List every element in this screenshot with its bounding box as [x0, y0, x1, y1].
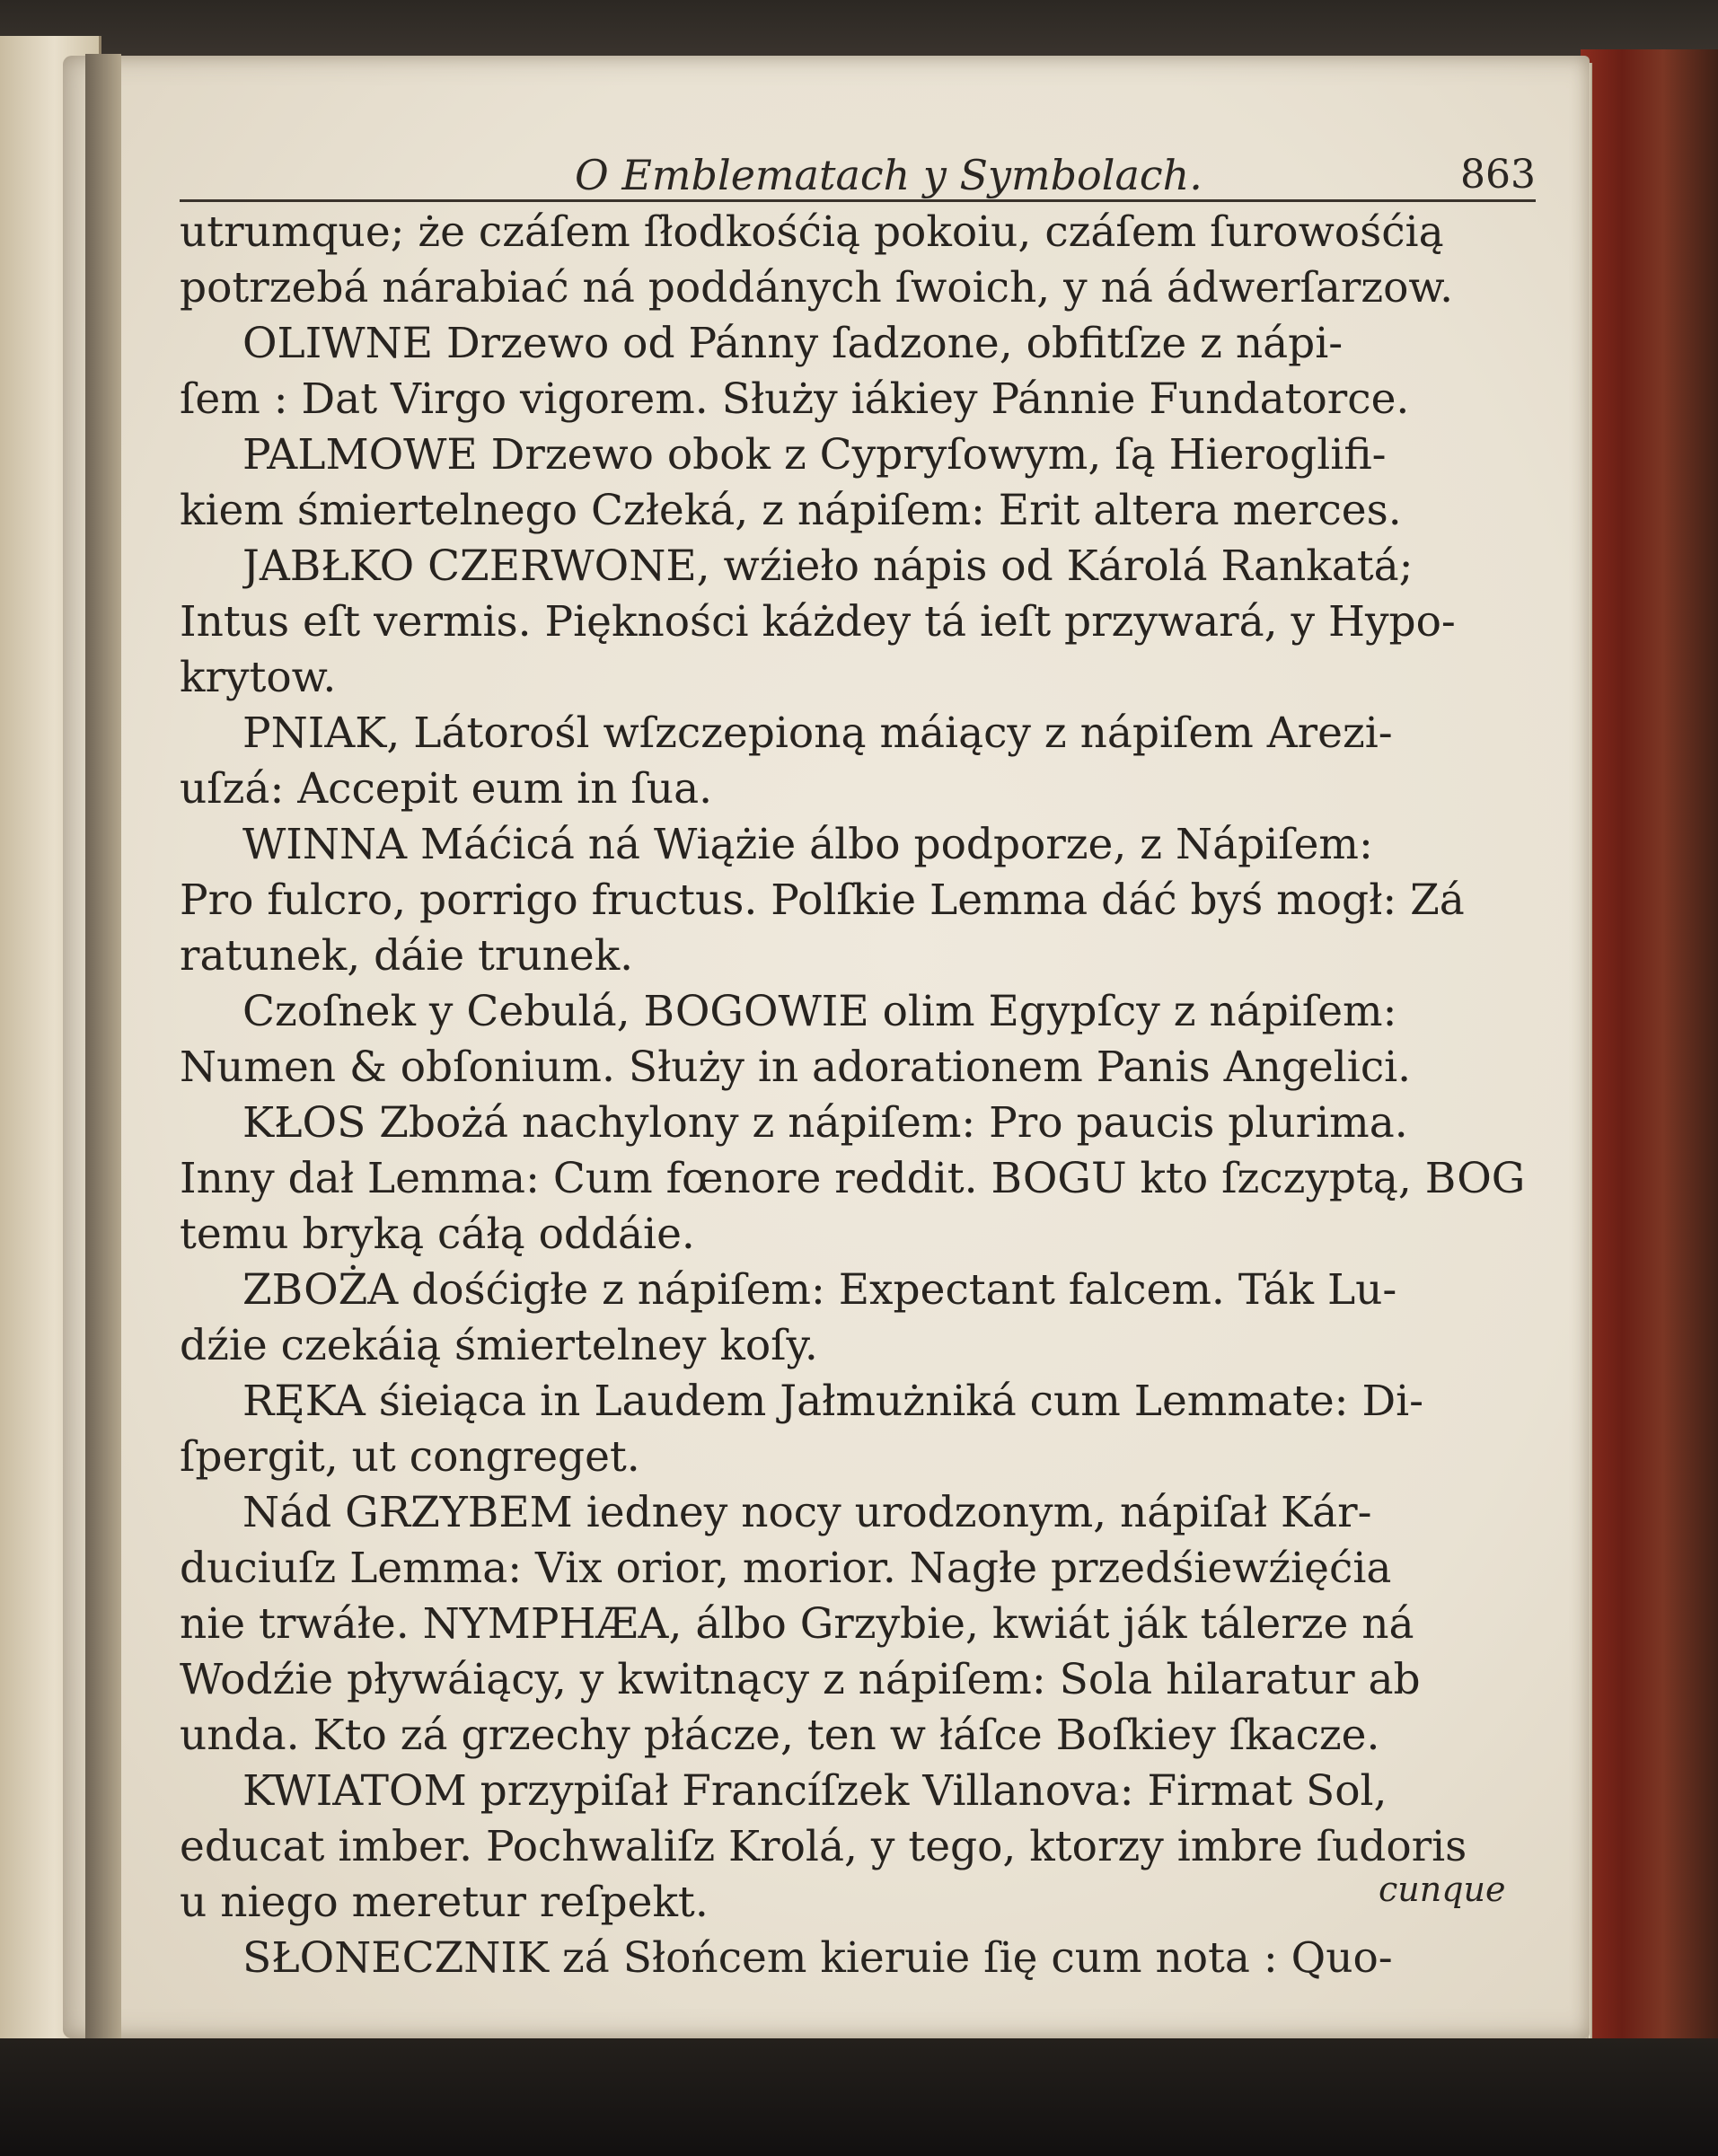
- text-line: temu bryką cáłą oddáie.: [180, 1210, 695, 1259]
- text-line: Intus eſt vermis. Piękności káżdey tá ieſt przywará, y Hypo-: [180, 597, 1456, 647]
- running-title: O Emblematach y Symbolach.: [575, 151, 1203, 199]
- text-line: educat imber. Pochwaliſz Krolá, y tego, ktorzy imbre ſudoris: [180, 1822, 1467, 1871]
- page-number: 863: [1460, 152, 1536, 198]
- text-line: nie trwáłe. NYMPHÆA, álbo Grzybie, kwiát ják tálerze ná: [180, 1599, 1414, 1649]
- binding-gutter: [85, 54, 121, 2056]
- text-line: dźie czekáią śmiertelney koſy.: [180, 1321, 818, 1370]
- text-line: ſem : Dat Virgo vigorem. Służy iákiey Pánnie Fundatorce.: [180, 374, 1410, 424]
- text-line: Inny dał Lemma: Cum fœnore reddit. BOGU kto ſzczyptą, BOG: [180, 1154, 1526, 1203]
- book-cover-edge: [1581, 49, 1718, 2061]
- text-line: ratunek, dáie trunek.: [180, 931, 634, 981]
- text-line: kiem śmiertelnego Człeká, z nápiſem: Erit altera merces.: [180, 486, 1402, 535]
- background-bottom: [0, 2038, 1718, 2156]
- text-line: KWIATOM przypiſał Francíſzek Villanova: Firmat Sol,: [242, 1766, 1388, 1816]
- text-line: duciuſz Lemma: Vix orior, morior. Nagłe przedśiewźięćia: [180, 1544, 1392, 1593]
- text-line: Numen & obſonium. Służy in adorationem Panis Angelici.: [180, 1043, 1412, 1092]
- running-header: [180, 148, 1536, 202]
- catchword: cunque: [1379, 1870, 1506, 1909]
- text-line: KŁOS Zbożá nachylony z nápiſem: Pro paucis plurima.: [242, 1098, 1408, 1148]
- text-line: ſpergit, ut congreget.: [180, 1432, 640, 1482]
- header-rule: [180, 199, 1536, 202]
- text-line: utrumque; że czáſem ſłodkośćią pokoiu, czáſem ſurowośćią: [180, 207, 1444, 257]
- text-line: RĘKA śieiąca in Laudem Jałmużniká cum Lemmate: Di-: [242, 1377, 1424, 1426]
- text-line: unda. Kto zá grzechy płácze, ten w łáſce Boſkiey ſkacze.: [180, 1711, 1380, 1760]
- text-line: Pro fulcro, porrigo fructus. Polſkie Lemma dáć byś mogł: Zá: [180, 876, 1465, 925]
- text-line: Czoſnek y Cebulá, BOGOWIE olim Egypſcy z nápiſem:: [242, 987, 1397, 1036]
- text-line: uſzá: Accepit eum in ſua.: [180, 764, 713, 814]
- text-line: krytow.: [180, 653, 337, 702]
- text-line: WINNA Máćicá ná Wiążie álbo podporze, z Nápiſem:: [242, 820, 1373, 869]
- text-line: OLIWNE Drzewo od Pánny ſadzone, obfitſze z nápi-: [242, 319, 1344, 368]
- text-line: JABŁKO CZERWONE, wźieło nápis od Károlá Rankatá;: [242, 541, 1414, 591]
- text-line: PALMOWE Drzewo obok z Cypryſowym, ſą Hieroglifi-: [242, 430, 1387, 480]
- text-line: ZBOŻA dośćigłe z nápiſem: Expectant falcem. Ták Lu-: [242, 1265, 1397, 1315]
- text-line: SŁONECZNIK zá Słońcem kieruie ſię cum nota : Quo-: [242, 1933, 1393, 1983]
- text-line: u niego meretur reſpekt.: [180, 1878, 709, 1927]
- text-line: potrzebá nárabiać ná poddánych ſwoich, y ná ádwerſarzow.: [180, 263, 1454, 312]
- text-line: PNIAK, Látorośl wſzczepioną máiący z nápiſem Arezi-: [242, 708, 1393, 758]
- text-line: Wodźie pływáiący, y kwitnący z nápiſem: Sola hilaratur ab: [180, 1655, 1421, 1704]
- text-line: Nád GRZYBEM iedney nocy urodzonym, nápiſał Kár-: [242, 1488, 1372, 1537]
